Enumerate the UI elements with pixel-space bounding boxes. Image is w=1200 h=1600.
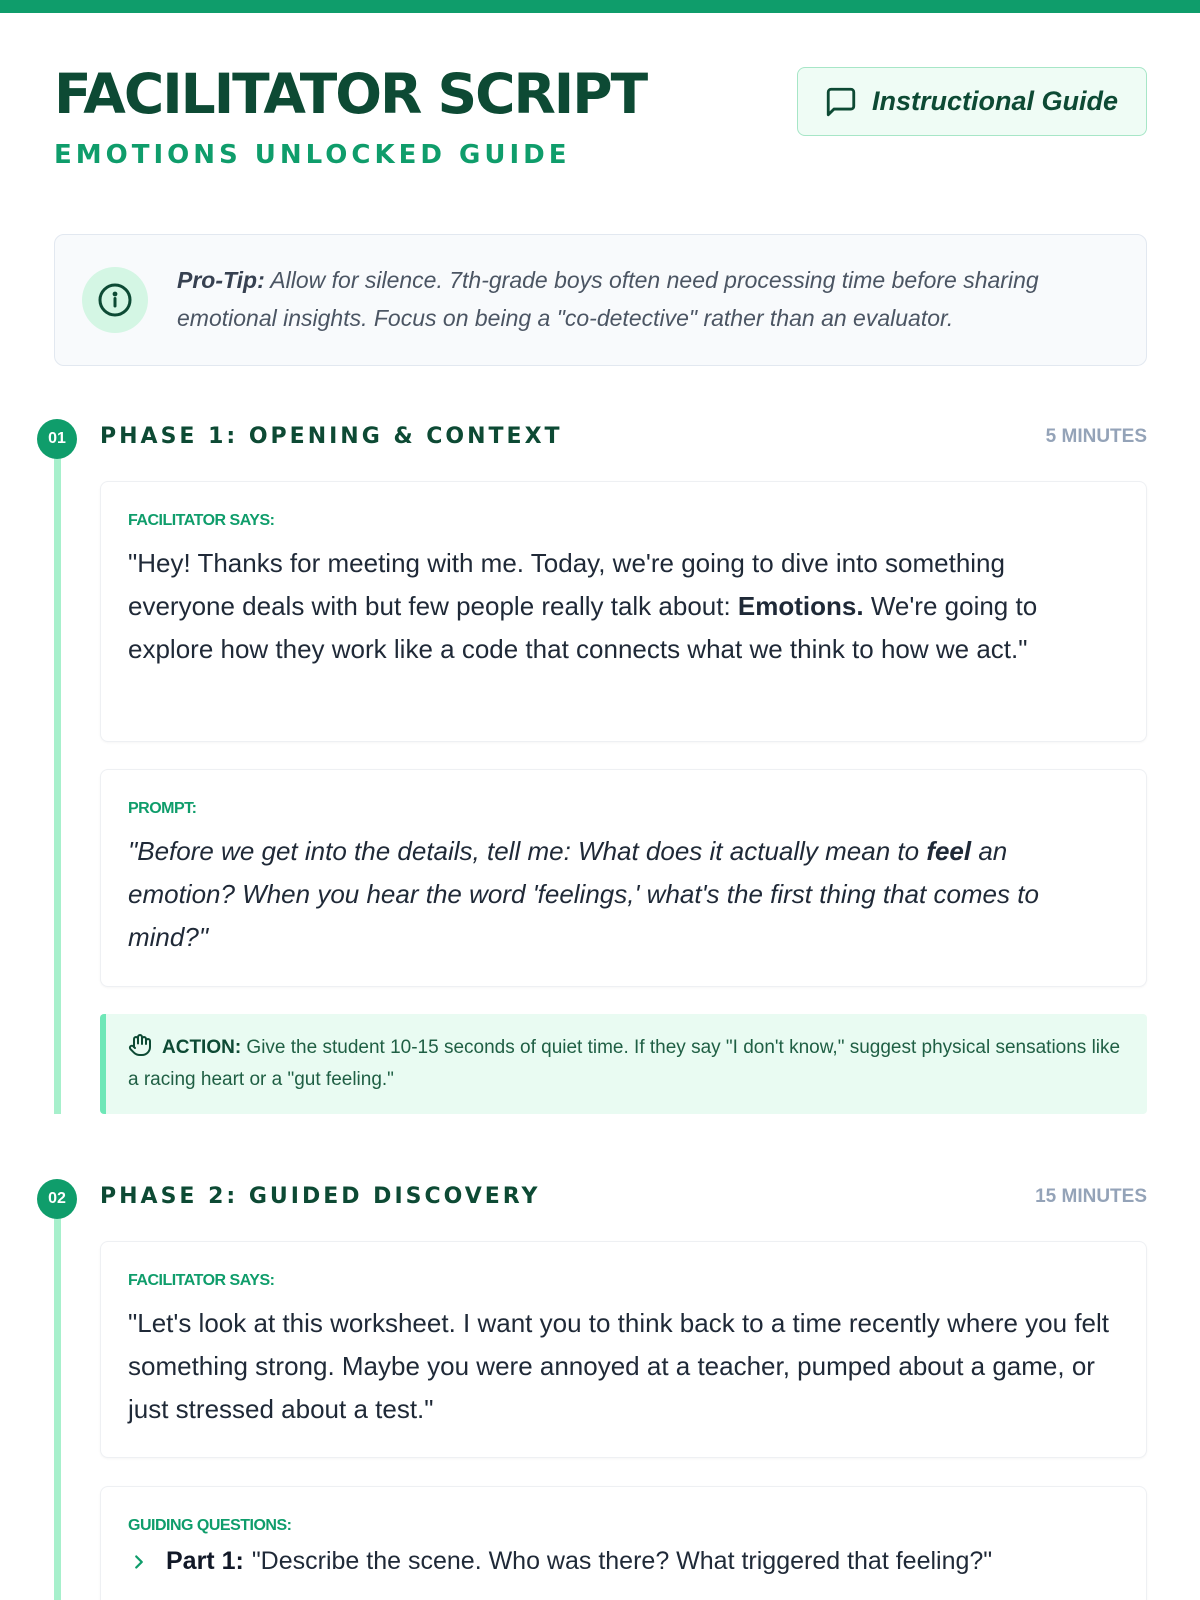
- phase-1-facilitator-card: [100, 481, 1147, 742]
- guiding-question-item: [128, 1547, 992, 1576]
- action-text: [128, 1032, 1128, 1096]
- prompt-text: [128, 830, 1113, 959]
- page-title: FACILITATOR SCRIPT: [54, 62, 647, 126]
- prompt-label: PROMPT:: [128, 800, 197, 817]
- prompt-text-part: "Before we get into the details, tell me: What does it actually mean to: [128, 836, 927, 866]
- phase-1-prompt-card: [100, 769, 1147, 987]
- says-text-emphasis: Emotions.: [737, 591, 864, 621]
- phase-2-timeline: [54, 1204, 61, 1600]
- facilitator-says-label: FACILITATOR SAYS:: [128, 1272, 275, 1289]
- instructional-guide-label: Instructional Guide: [872, 86, 1119, 116]
- message-square-icon: [824, 85, 858, 119]
- prompt-text-emphasis: feel: [926, 836, 972, 866]
- says-text-part: We're going to explore how they work like a code that connects what we think to how we act.": [128, 591, 1038, 664]
- phase-2-guiding-questions-card: [100, 1486, 1147, 1600]
- chevron-right-icon: [128, 1551, 150, 1573]
- phase-1-duration: 5 MINUTES: [1045, 426, 1147, 447]
- phase-1-timeline: [54, 444, 61, 1114]
- question-text: "Describe the scene. Who was there? What triggered that feeling?": [251, 1547, 993, 1575]
- says-text-part: "Hey! Thanks for meeting with me. Today, we're going to dive into something everyone deals with but few people really talk about:: [128, 548, 1005, 621]
- phase-1-action-box: [100, 1014, 1147, 1114]
- phase-1-number-badge: 01: [37, 419, 77, 459]
- prompt-text-part: an emotion? When you hear the word 'feelings,' what's the first thing that comes to mind?": [128, 836, 1039, 952]
- facilitator-says-text: [128, 542, 1113, 671]
- hand-icon: [128, 1033, 152, 1057]
- pro-tip-box: [54, 234, 1147, 366]
- action-body: Give the student 10-15 seconds of quiet time. If they say "I don't know," suggest physical sensations like a racing heart or a "gut feeling.": [128, 1037, 1121, 1090]
- page-subtitle: EMOTIONS UNLOCKED GUIDE: [54, 140, 571, 170]
- pro-tip-label: Pro-Tip:: [177, 267, 265, 293]
- top-accent-bar: [0, 0, 1200, 13]
- guiding-questions-label: GUIDING QUESTIONS:: [128, 1517, 292, 1534]
- instructional-guide-button[interactable]: [797, 67, 1147, 136]
- question-part-label: Part 1:: [166, 1547, 244, 1575]
- pro-tip-body: Allow for silence. 7th-grade boys often need processing time before sharing emotional insights. Focus on being a "co-detective" rather than an evaluator.: [177, 267, 1039, 331]
- facilitator-says-text: "Let's look at this worksheet. I want you to think back to a time recently where you felt something strong. Maybe you were annoyed at a teacher, pumped about a game, or just stressed about a test.": [128, 1308, 1110, 1424]
- phase-2-duration: 15 MINUTES: [1035, 1186, 1147, 1207]
- phase-2-number-badge: 02: [37, 1179, 77, 1219]
- facilitator-says-label: FACILITATOR SAYS:: [128, 512, 275, 529]
- phase-1-title: PHASE 1: OPENING & CONTEXT: [100, 424, 563, 449]
- info-icon: [82, 267, 148, 333]
- phase-2-title: PHASE 2: GUIDED DISCOVERY: [100, 1184, 541, 1209]
- action-label: ACTION:: [162, 1037, 242, 1058]
- pro-tip-text: [177, 261, 1127, 337]
- phase-2-facilitator-card: [100, 1241, 1147, 1458]
